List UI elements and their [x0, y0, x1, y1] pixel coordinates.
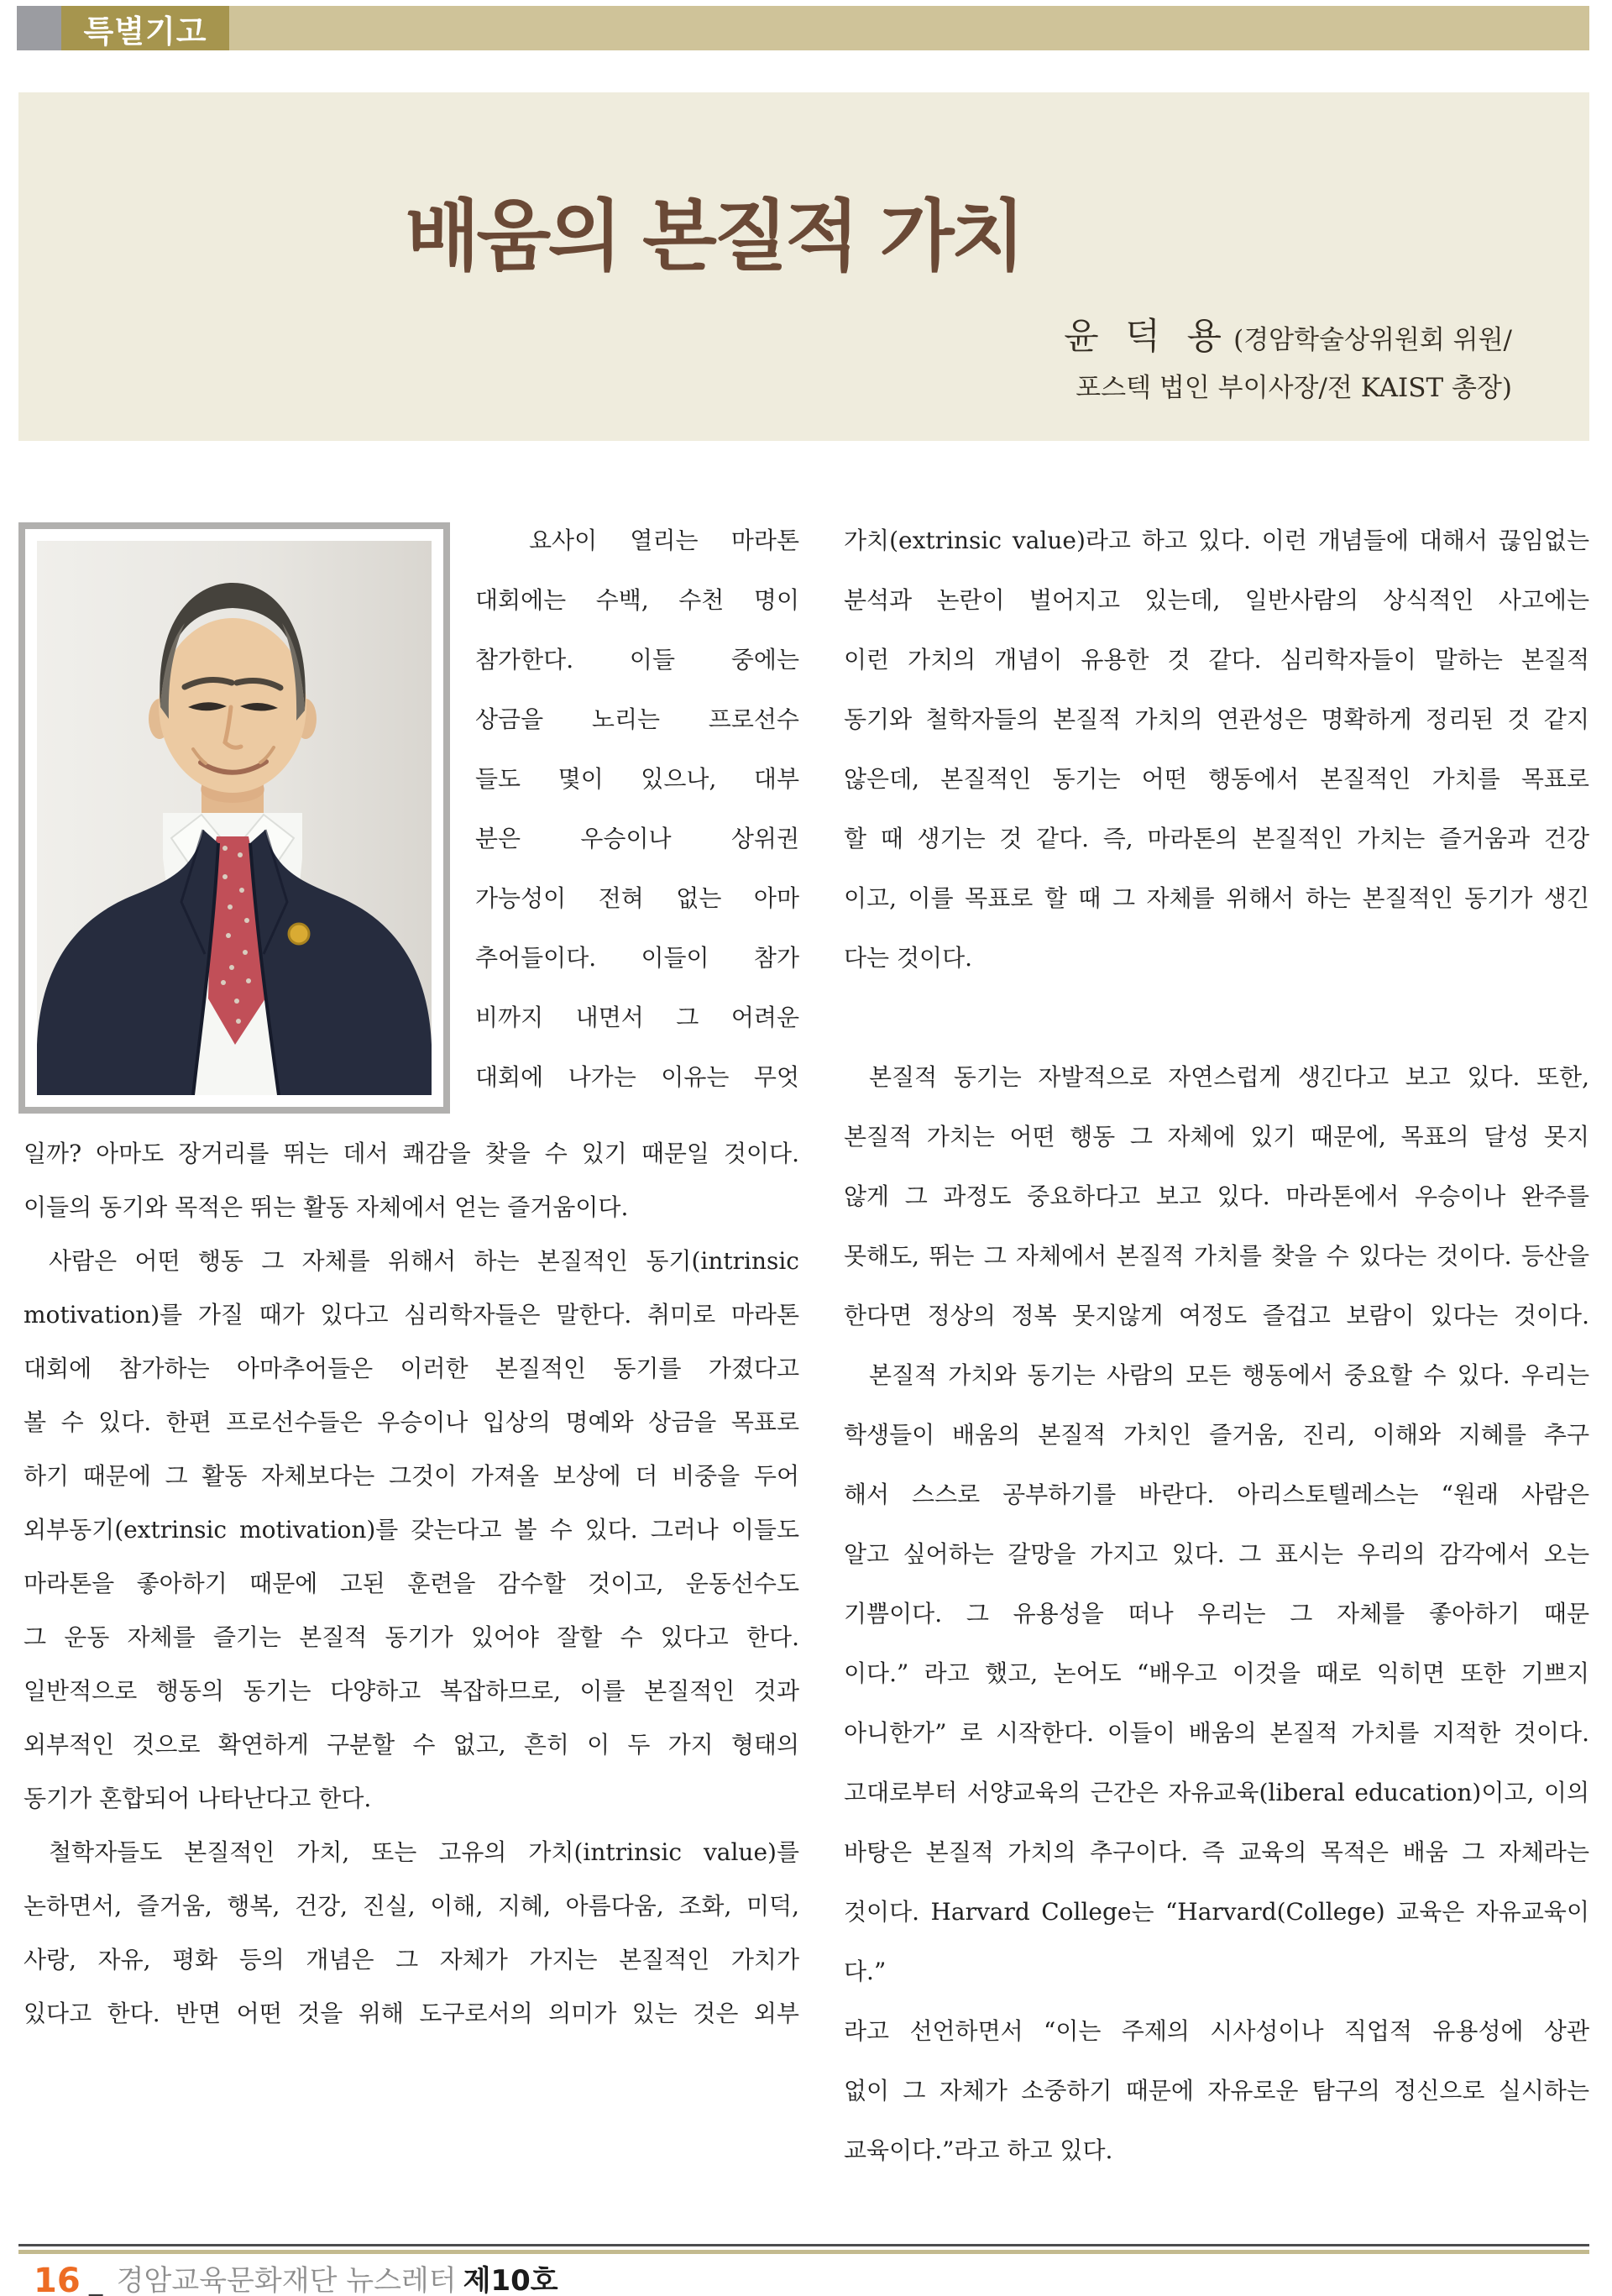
- header-gray-block: [17, 6, 61, 50]
- text-line: 이런 가치의 개념이 유용한 것 같다. 심리학자들이 말하는 본질적: [844, 646, 1589, 674]
- text-line: 알고 싶어하는 갈망을 가지고 있다. 그 표시는 우리의 감각에서 오는: [844, 1540, 1589, 1568]
- footer-rule-dark: [18, 2244, 1589, 2246]
- text-line: 한다면 정상의 정복 못지않게 여정도 즐겁고 보람이 있다는 것이다.: [844, 1302, 1589, 1329]
- title-panel: [18, 92, 1589, 441]
- text-line: 못해도, 뛰는 그 자체에서 본질적 가치를 찾을 수 있다는 것이다. 등산을: [844, 1242, 1589, 1270]
- left-column: [24, 1127, 799, 2041]
- special-contribution-badge: [61, 6, 229, 50]
- text-line: 본질적 가치와 동기는 사람의 모든 행동에서 중요할 수 있다. 우리는: [869, 1361, 1589, 1389]
- article-title: 배움의 본질적 가치: [405, 191, 1023, 281]
- text-line: 사랑, 자유, 평화 등의 개념은 그 자체가 가지는 본질적인 가치가: [24, 1946, 799, 1974]
- text-line: 있다고 한다. 반면 어떤 것을 위해 도구로서의 의미가 있는 것은 외부: [24, 2000, 799, 2027]
- text-line: 것이다. Harvard College는 “Harvard(College) 교육은 자유교육이다.”: [844, 1898, 1589, 1985]
- header-tan-bar: [229, 6, 1589, 50]
- text-line: 다는 것이다.: [844, 944, 973, 972]
- footer-separator: _: [88, 2264, 103, 2296]
- text-line: 이다.” 라고 했고, 논어도 “배우고 이것을 때로 익히면 또한 기쁘지: [844, 1659, 1589, 1687]
- text-line: 철학자들도 본질적인 가치, 또는 고유의 가치(intrinsic value)를: [49, 1838, 799, 1866]
- text-line: 이들의 동기와 목적은 뛰는 활동 자체에서 얻는 즐거움이다.: [24, 1193, 629, 1221]
- text-line: 본질적 동기는 자발적으로 자연스럽게 생긴다고 보고 있다. 또한,: [869, 1063, 1589, 1091]
- text-line: 할 때 생기는 것 같다. 즉, 마라톤의 본질적인 가치는 즐거움과 건강: [844, 825, 1589, 852]
- text-line: 하기 때문에 그 활동 자체보다는 그것이 가져올 보상에 더 비중을 두어: [24, 1462, 799, 1490]
- text-line: 마라톤을 좋아하기 때문에 고된 훈련을 감수할 것이고, 운동선수도: [24, 1570, 799, 1597]
- text-line: 외부적인 것으로 확연하게 구분할 수 없고, 흔히 이 두 가지 형태의: [24, 1731, 799, 1759]
- text-line: 없이 그 자체가 소중하기 때문에 자유로운 탐구의 정신으로 실시하는: [844, 2077, 1589, 2105]
- author-role-1: (경암학술상위원회 위원/: [1233, 325, 1512, 355]
- text-line: 사람은 어떤 행동 그 자체를 위해서 하는 본질적인 동기(intrinsic: [49, 1247, 799, 1275]
- text-line: 교육이다.”라고 하고 있다.: [844, 2136, 1113, 2164]
- text-line: 참가한다. 이들 중에는: [475, 646, 799, 674]
- text-line: 들도 몇이 있으나, 대부: [475, 765, 799, 793]
- text-line: 아니한가” 로 시작한다. 이들이 배움의 본질적 가치를 지적한 것이다.: [844, 1719, 1589, 1747]
- text-line: 동기와 철학자들의 본질적 가치의 연관성은 명확하게 정리된 것 같지: [844, 705, 1589, 733]
- lapel-pin: [289, 924, 309, 944]
- author-name: 윤 덕 용: [1064, 316, 1230, 358]
- text-line: 상금을 노리는 프로선수: [475, 705, 799, 733]
- text-line: 대회에 나가는 이유는 무엇: [475, 1063, 799, 1091]
- text-line: 추어들이다. 이들이 참가: [475, 944, 799, 972]
- left-column-beside-photo: [475, 511, 799, 1107]
- text-line: 외부동기(extrinsic motivation)를 갖는다고 볼 수 있다. 그러나 이들도: [24, 1516, 799, 1544]
- text-line: 고대로부터 서양교육의 근간은 자유교육(liberal education)이고, 이의: [844, 1779, 1589, 1806]
- text-line: 기쁨이다. 그 유용성을 떠나 우리는 그 자체를 좋아하기 때문: [844, 1600, 1589, 1628]
- text-line: 대회에는 수백, 수천 명이: [475, 586, 799, 614]
- text-line: 분석과 논란이 벌어지고 있는데, 일반사람의 상식적인 사고에는: [844, 586, 1589, 614]
- text-line: 가능성이 전혀 없는 아마: [475, 884, 799, 912]
- page-number: 16: [34, 2262, 81, 2296]
- text-line: 일까? 아마도 장거리를 뛰는 데서 쾌감을 찾을 수 있기 때문일 것이다.: [24, 1140, 799, 1167]
- text-line: 해서 스스로 공부하기를 바란다. 아리스토텔레스는 “원래 사람은: [844, 1481, 1589, 1508]
- text-line: 않은데, 본질적인 동기는 어떤 행동에서 본질적인 가치를 목표로: [844, 765, 1589, 793]
- issue-number: 제10호: [463, 2264, 558, 2296]
- newsletter-title: 경암교육문화재단 뉴스레터: [116, 2264, 457, 2296]
- text-line: 그 운동 자체를 즐기는 본질적 동기가 있어야 잘할 수 있다고 한다.: [24, 1623, 799, 1651]
- footer-rule-tan: [18, 2250, 1589, 2254]
- page-footer: [34, 2257, 558, 2296]
- right-column: [844, 511, 1589, 2180]
- text-line: 학생들이 배움의 본질적 가치인 즐거움, 진리, 이해와 지혜를 추구: [844, 1421, 1589, 1449]
- text-line: 요사이 열리는 마라톤: [529, 527, 799, 554]
- text-line: 않게 그 과정도 중요하다고 보고 있다. 마라톤에서 우승이나 완주를: [844, 1182, 1589, 1210]
- text-line: 이고, 이를 목표로 할 때 그 자체를 위해서 하는 본질적인 동기가 생긴: [844, 884, 1589, 912]
- blank-line: [844, 988, 1589, 1047]
- author-info: [18, 311, 1589, 407]
- text-line: 동기가 혼합되어 나타난다고 한다.: [24, 1785, 372, 1812]
- text-line: 본질적 가치는 어떤 행동 그 자체에 있기 때문에, 목표의 달성 못지: [844, 1123, 1589, 1151]
- text-line: 볼 수 있다. 한편 프로선수들은 우승이나 입상의 명예와 상금을 목표로: [24, 1408, 799, 1436]
- portrait-photo-frame: [18, 522, 450, 1114]
- badge-label: 특별기고: [83, 13, 207, 50]
- text-line: 일반적으로 행동의 동기는 다양하고 복잡하므로, 이를 본질적인 것과: [24, 1677, 799, 1705]
- text-line: 라고 선언하면서 “이는 주제의 시사성이나 직업적 유용성에 상관: [844, 2017, 1589, 2045]
- text-line: 분은 우승이나 상위권: [475, 825, 799, 852]
- author-line-1: [18, 311, 1512, 363]
- text-line: 대회에 참가하는 아마추어들은 이러한 본질적인 동기를 가졌다고: [24, 1355, 799, 1382]
- text-line: motivation)를 가질 때가 있다고 심리학자들은 말한다. 취미로 마라톤: [24, 1301, 799, 1329]
- author-role-2: 포스텍 법인 부이사장/전 KAIST 총장): [1076, 373, 1512, 404]
- text-line: 비까지 내면서 그 어려운: [475, 1004, 799, 1031]
- text-line: 가치(extrinsic value)라고 하고 있다. 이런 개념들에 대해서 끊임없는: [844, 527, 1589, 554]
- portrait-photo: [37, 541, 432, 1095]
- text-line: 논하면서, 즐거움, 행복, 건강, 진실, 이해, 지혜, 아름다움, 조화, 미덕,: [24, 1892, 799, 1920]
- text-line: 바탕은 본질적 가치의 추구이다. 즉 교육의 목적은 배움 그 자체라는: [844, 1838, 1589, 1866]
